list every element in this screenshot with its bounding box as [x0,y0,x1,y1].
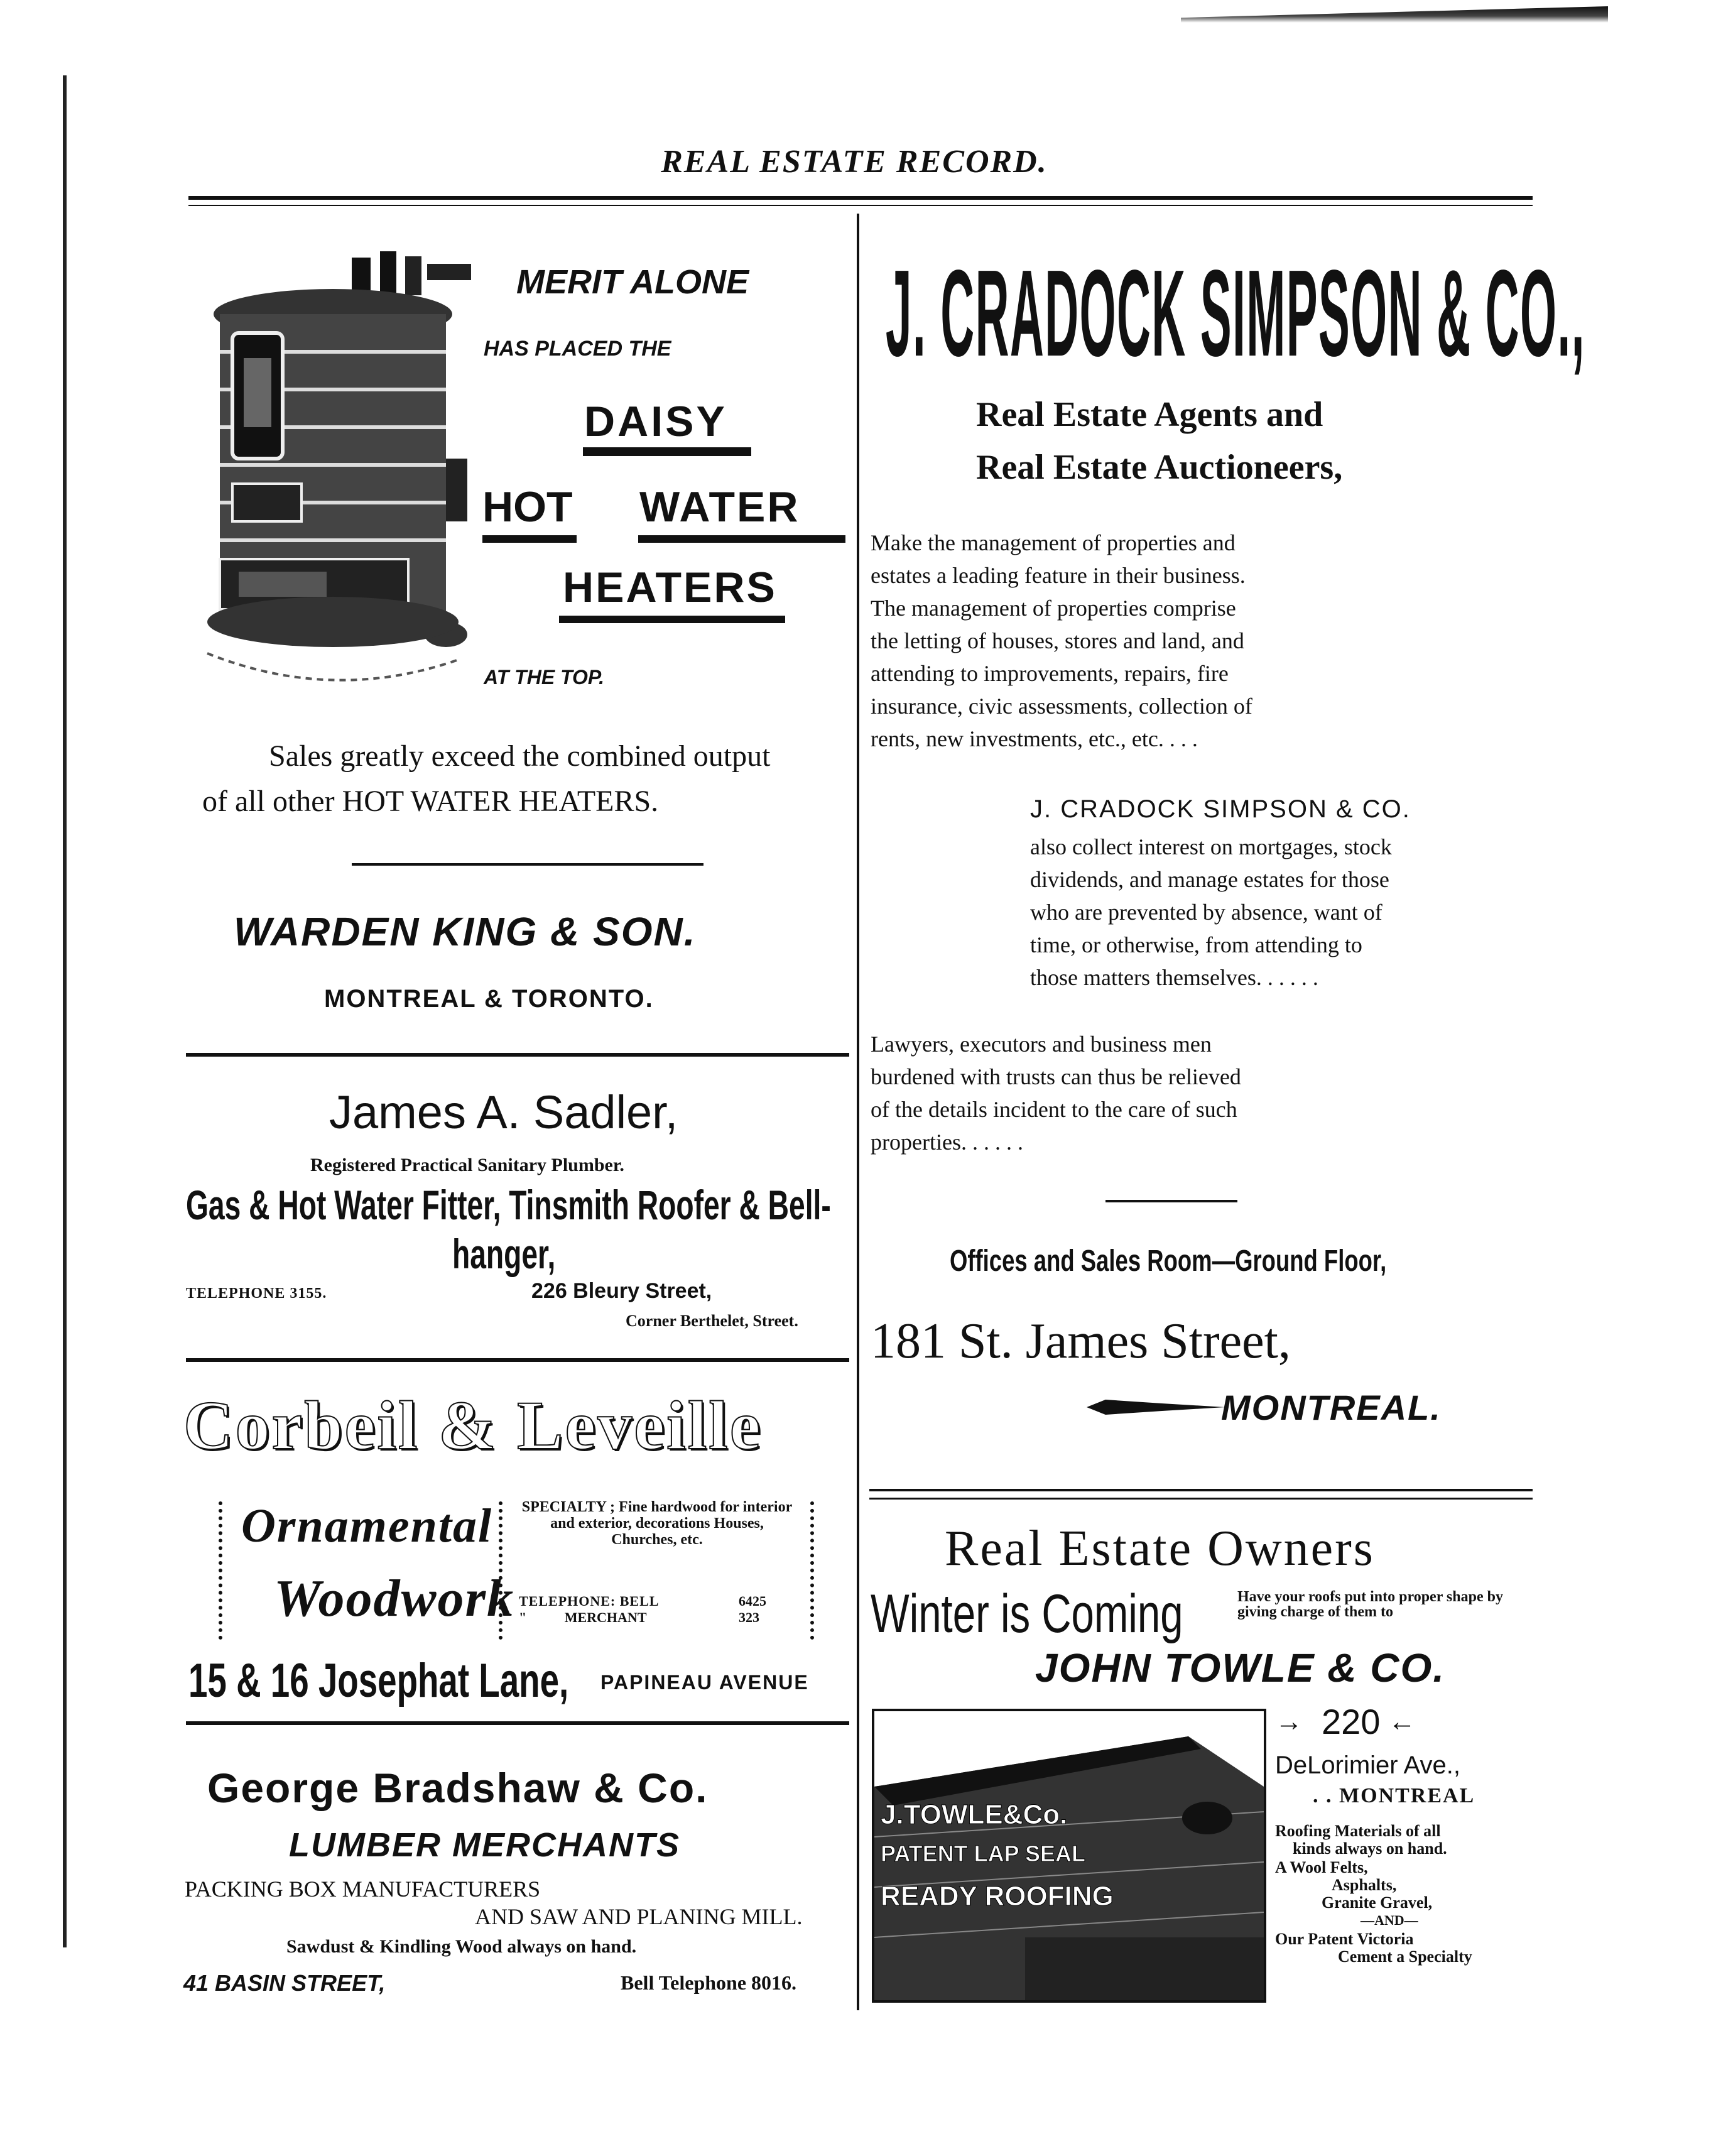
daisy-name: DAISY [584,398,727,445]
daisy-heaters: HEATERS [563,564,777,611]
sadler-address: 226 Bleury Street, [531,1279,712,1303]
simpson-city: MONTREAL. [1221,1388,1442,1427]
simpson-para1-line: estates a leading feature in their business. [871,563,1246,588]
simpson-para2-line: those matters themselves. . . . . . [1030,965,1318,990]
scan-top-smear [1181,6,1608,23]
bradshaw-address: 41 BASIN STREET, [183,1970,386,1996]
corbeil-tel-merchant-label: " MERCHANT [519,1609,647,1625]
simpson-para1-line: The management of properties comprise [871,596,1236,621]
towle-materials-3: A Wool Felts, [1275,1858,1368,1876]
daisy-rule-heaters [559,616,785,623]
simpson-para2-line: time, or otherwise, from attending to [1030,932,1362,957]
corbeil-address: 15 & 16 Josephat Lane, [188,1654,569,1707]
warden-king-cities: MONTREAL & TORONTO. [324,985,654,1013]
heater-illustration [195,245,484,710]
bradshaw-line2: AND SAW AND PLANING MILL. [475,1904,803,1929]
towle-note: Have your roofs put into proper shape by giving charge of them to [1237,1589,1503,1620]
bradshaw-trade: LUMBER MERCHANTS [289,1826,680,1864]
simpson-name: J. CRADOCK SIMPSON & CO., [886,244,1585,382]
towle-company: JOHN TOWLE & CO. [1035,1645,1446,1690]
right-rule-1 [869,1489,1533,1491]
roofing-illustration [872,1709,1266,2003]
simpson-para2-head: J. CRADOCK SIMPSON & CO. [1030,795,1411,823]
simpson-para2-line: dividends, and manage estates for those [1030,867,1389,892]
simpson-divider [1105,1200,1237,1202]
corbeil-ornamental: Ornamental [241,1500,493,1552]
daisy-hot: HOT [482,483,573,531]
corbeil-specialty: SPECIALTY ; Fine hardwood for interior and exterior, decorations Houses, Churches, etc. [521,1499,793,1548]
towle-heading: Real Estate Owners [945,1521,1375,1576]
sadler-trades-2: hanger, [452,1231,556,1277]
bradshaw-phone: Bell Telephone 8016. [621,1971,797,1994]
bradshaw-name: George Bradshaw & Co. [207,1765,709,1811]
simpson-para2-line: who are prevented by absence, want of [1030,900,1382,925]
simpson-para3-line: properties. . . . . . [871,1130,1023,1155]
towle-materials-2: kinds always on hand. [1293,1839,1447,1858]
simpson-para1-line: rents, new investments, etc., etc. . . . [871,726,1198,751]
roof-text-1: J.TOWLE&Co. [881,1799,1068,1830]
simpson-para1-line: the letting of houses, stores and land, and [871,628,1244,653]
simpson-para2-line: also collect interest on mortgages, stock [1030,834,1392,859]
roof-text-2: PATENT LAP SEAL [881,1841,1086,1866]
daisy-water: WATER [639,483,800,531]
page-header: REAL ESTATE RECORD. [661,144,1048,180]
bradshaw-line1: PACKING BOX MANUFACTURERS [185,1876,541,1902]
towle-arrow-left-icon: → [1275,1706,1303,1737]
corbeil-tel-label: TELEPHONE: BELL [519,1593,660,1609]
daisy-divider [352,863,703,866]
towle-materials-8: Cement a Specialty [1338,1947,1472,1966]
simpson-para3-line: Lawyers, executors and business men [871,1032,1212,1057]
daisy-line1: MERIT ALONE [516,263,749,301]
simpson-street: 181 St. James Street, [871,1314,1291,1369]
corbeil-name: Corbeil & Leveille [183,1387,763,1464]
towle-winter: Winter is Coming [871,1584,1183,1644]
towle-street: DeLorimier Ave., [1275,1751,1460,1779]
daisy-rule-water [638,535,845,543]
corbeil-avenue: PAPINEAU AVENUE [600,1671,809,1694]
daisy-sales-1: Sales greatly exceed the combined output [269,739,771,773]
towle-materials-1: Roofing Materials of all [1275,1822,1441,1840]
towle-number: 220 [1322,1702,1381,1741]
left-rule-1 [186,1053,849,1057]
sadler-trades-1: Gas & Hot Water Fitter, Tinsmith Roofer & Bell- [186,1182,831,1228]
header-rule-thin [188,205,1533,206]
corbeil-woodwork: Woodwork [274,1569,515,1628]
pointing-hand-icon [1087,1395,1225,1420]
right-rule-1b [869,1498,1533,1500]
corbeil-tel-bell: 6425 [739,1593,766,1609]
simpson-para3-line: burdened with trusts can thus be relieved [871,1064,1241,1089]
simpson-para3 [871,1028,1241,1158]
daisy-line3: AT THE TOP. [484,666,605,689]
roof-text-3: READY ROOFING [881,1881,1114,1912]
simpson-para1 [871,526,1252,755]
simpson-para1-line: attending to improvements, repairs, fire [871,661,1229,686]
simpson-para1-line: insurance, civic assessments, collection of [871,694,1252,719]
warden-king-company: WARDEN KING & SON. [234,909,697,954]
towle-arrow-right-icon: ← [1388,1706,1416,1737]
towle-materials-7: Our Patent Victoria [1275,1930,1414,1948]
simpson-para3-line: of the details incident to the care of such [871,1097,1237,1122]
daisy-sales-2: of all other HOT WATER HEATERS. [202,785,659,818]
towle-city: . . MONTREAL [1313,1784,1475,1807]
left-rule-2 [186,1358,849,1362]
scan-left-border [63,75,67,1947]
towle-materials-6: —AND— [1361,1912,1418,1928]
column-divider [857,214,859,2010]
daisy-line2: HAS PLACED THE [484,337,671,361]
daisy-underline [583,447,751,456]
simpson-offices: Offices and Sales Room—Ground Floor, [950,1244,1387,1278]
corbeil-tel-merchant: 323 [739,1609,759,1625]
sadler-title: Registered Practical Sanitary Plumber. [310,1155,624,1175]
daisy-rule-hot [482,535,577,543]
corbeil-dotted-right [810,1501,814,1640]
simpson-sub2: Real Estate Auctioneers, [976,448,1343,487]
towle-materials-4: Asphalts, [1332,1876,1397,1894]
header-rule [188,196,1533,200]
sadler-name: James A. Sadler, [329,1086,678,1138]
simpson-para2 [1030,830,1392,994]
sadler-corner: Corner Berthelet, Street. [626,1312,798,1330]
sadler-telephone: TELEPHONE 3155. [186,1285,327,1302]
left-rule-3 [186,1721,849,1725]
towle-materials-5: Granite Gravel, [1322,1893,1433,1912]
simpson-sub1: Real Estate Agents and [976,395,1323,434]
corbeil-dotted-left [219,1501,222,1640]
simpson-para1-line: Make the management of properties and [871,530,1236,555]
bradshaw-line3: Sawdust & Kindling Wood always on hand. [286,1936,637,1957]
